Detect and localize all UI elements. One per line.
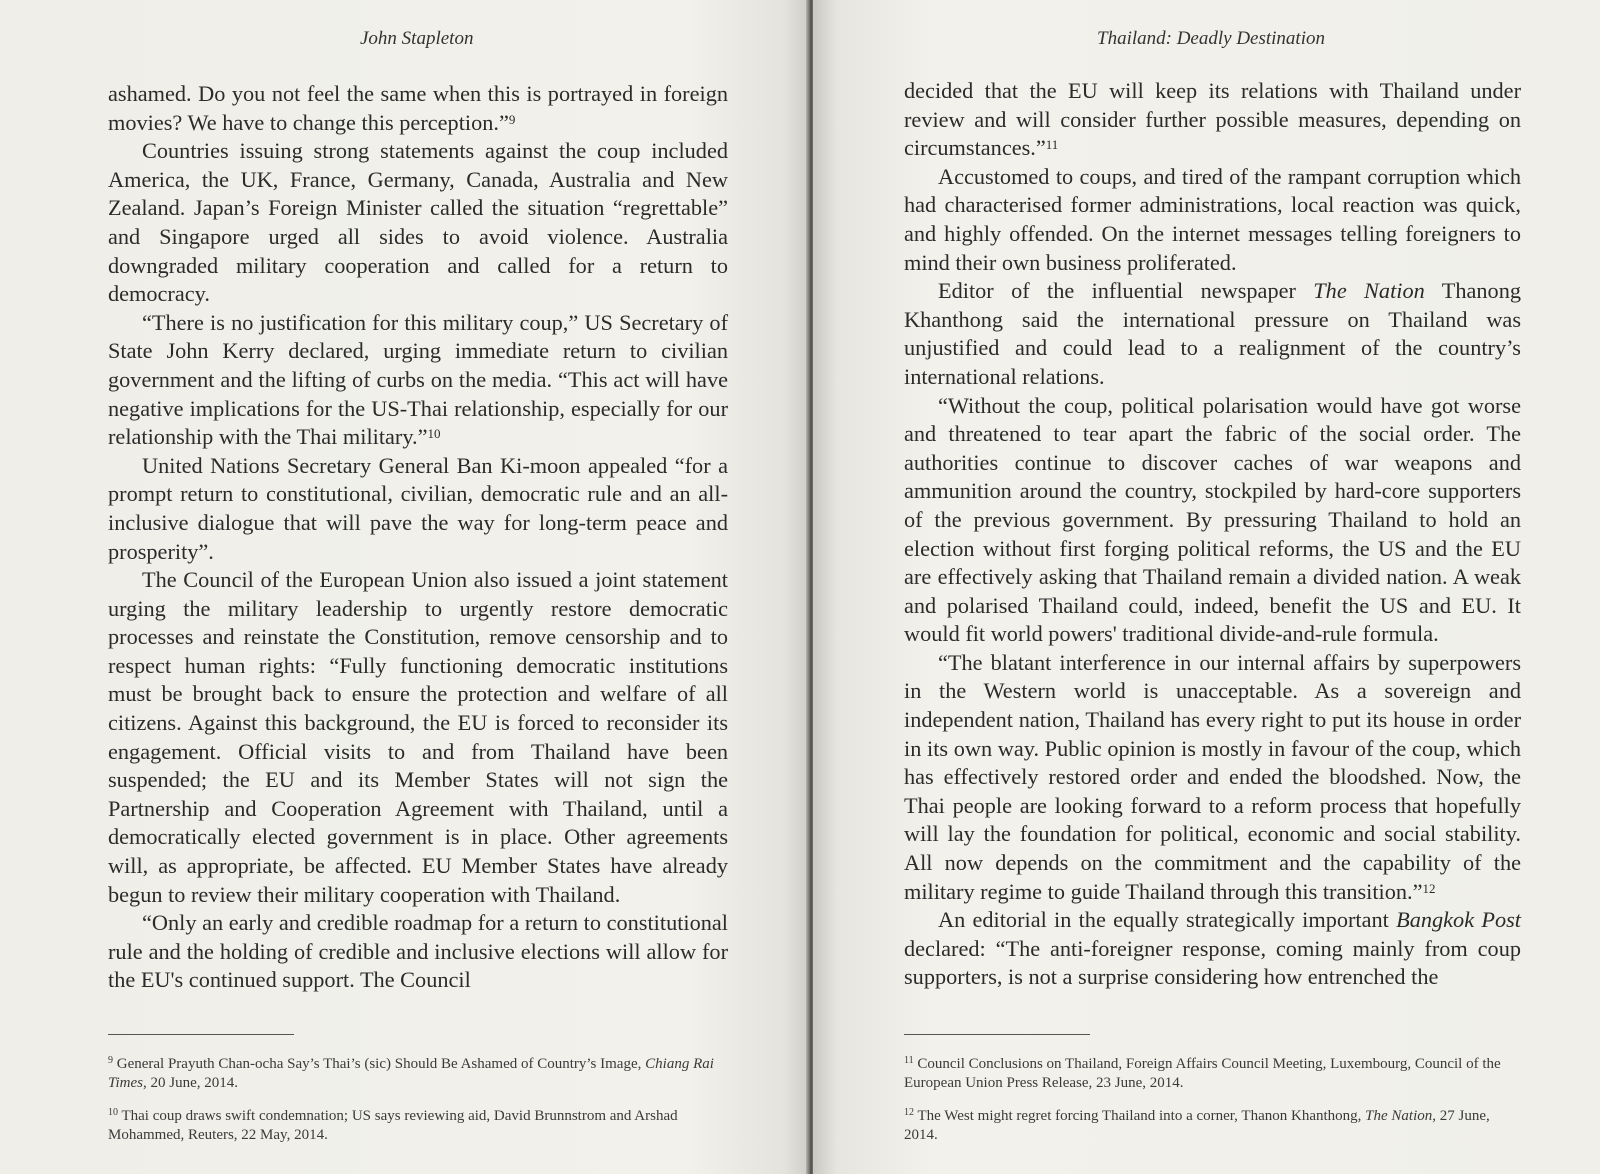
paragraph: United Nations Secretary General Ban Ki-moon appealed “for a prompt return to constitutional, civilian, democratic rule and an all-inclusive dialogue that will pave the way for long-term peace and prosperity”.	[108, 452, 728, 564]
footnote-ref: 12	[1422, 880, 1436, 896]
paragraph: Countries issuing strong statements against the coup included America, the UK, France, Germany, Canada, Australia and New Zealand. Japan’s Foreign Minister called the situation “regrettable” and Singapore urged all sides to avoid violence. Australia downgraded military cooperation and called for a return to democracy.	[108, 138, 728, 307]
paragraph: Accustomed to coups, and tired of the rampant corruption which had characterised former administrations, local reaction was quick, and highly offended. On the internet messages telling foreigners to mind their own business proliferated.	[904, 163, 1521, 275]
left-body-text	[108, 80, 728, 995]
footnote: $^{12}$ The West might regret forcing Thailand into a corner, Thanon Khanthong, The Nation, 27 June, 2014.	[904, 1107, 1490, 1143]
paragraph: ashamed. Do you not feel the same when this is portrayed in foreign movies? We have to change this perception.”$^9$	[108, 81, 728, 135]
paragraph: Editor of the influential newspaper The Nation Thanong Khanthong said the international pressure on Thailand was unjustified and could lead to a realignment of the country’s international relations.	[904, 278, 1521, 389]
running-head-author: John Stapleton	[360, 28, 474, 49]
paragraph: An editorial in the equally strategically important Bangkok Post declared: “The anti-foreigner response, coming mainly from coup supporters, is not a surprise considering how entrenched the	[904, 907, 1521, 990]
paragraph: The Council of the European Union also issued a joint statement urging the military leadership to urgently restore democratic processes and reinstate the Constitution, remove censorship and to respect human rights: “Fully functioning democratic institutions must be brought back to ensure the protection and welfare of all citizens. Against this background, the EU is forced to reconsider its engagement. Official visits to and from Thailand have been suspended; the EU and its Member States will not sign the Partnership and Cooperation Agreement with Thailand, until a democratically elected government is in place. Other agreements will, as appropriate, be affected. EU Member States have already begun to review their military cooperation with Thailand.	[108, 567, 728, 907]
paragraph: decided that the EU will keep its relations with Thailand under review and will consider further possible measures, depending on circumstances.”$^{11}$	[904, 78, 1521, 161]
footnote-ref: 11	[1045, 137, 1059, 153]
footnote-divider	[108, 1034, 294, 1035]
right-body-text	[904, 77, 1521, 992]
right-footnotes	[904, 1055, 1521, 1159]
running-head-title: Thailand: Deadly Destination	[1097, 28, 1325, 49]
footnote: $^9$ General Prayuth Chan-ocha Say’s Thai’s (sic) Should Be Ashamed of Country’s Image, Chiang Rai Times, 20 June, 2014.	[108, 1055, 714, 1091]
right-page	[813, 0, 1600, 1174]
footnote-ref: 10	[427, 426, 441, 442]
paragraph: “The blatant interference in our internal affairs by superpowers in the Western world is unacceptable. As a sovereign and independent nation, Thailand has every right to put its house in order in its own way. Public opinion is mostly in favour of the coup, which has effectively restored order and ended the bloodshed. Now, the Thai people are looking forward to a reform process that hopefully will lay the foundation for political, economic and social stability. All now depends on the commitment and the capability of the military regime to guide Thailand through this transition.”$^{12}$	[904, 649, 1521, 904]
footnote-ref: 9	[508, 111, 516, 127]
paragraph: “Only an early and credible roadmap for a return to constitutional rule and the holding of credible and inclusive elections will allow for the EU's continued support. The Council	[108, 910, 728, 993]
footnote-divider	[904, 1034, 1090, 1035]
left-footnotes	[108, 1055, 728, 1159]
paragraph: “Without the coup, political polarisation would have got worse and threatened to tear apart the fabric of the social order. The authorities continue to discover caches of war weapons and ammunition around the country, stockpiled by hard-core supporters of the previous government. By pressuring Thailand to hold an election without first forging political reforms, the US and the EU are effectively asking that Thailand remain a divided nation. A weak and polarised Thailand could, indeed, benefit the US and EU. It would fit world powers' traditional divide-and-rule formula.	[904, 392, 1521, 647]
footnote: $^{11}$ Council Conclusions on Thailand, Foreign Affairs Council Meeting, Luxembourg, Council of the European Union Press Release, 23 June, 2014.	[904, 1055, 1501, 1091]
footnote: $^{10}$ Thai coup draws swift condemnation; US says reviewing aid, David Brunnstrom and Arshad Mohammed, Reuters, 22 May, 2014.	[108, 1107, 678, 1143]
paragraph: “There is no justification for this military coup,” US Secretary of State John Kerry declared, urging immediate return to civilian government and the lifting of curbs on the media. “This act will have negative implications for the US-Thai relationship, especially for our relationship with the Thai military.”$^{10}$	[108, 309, 728, 450]
